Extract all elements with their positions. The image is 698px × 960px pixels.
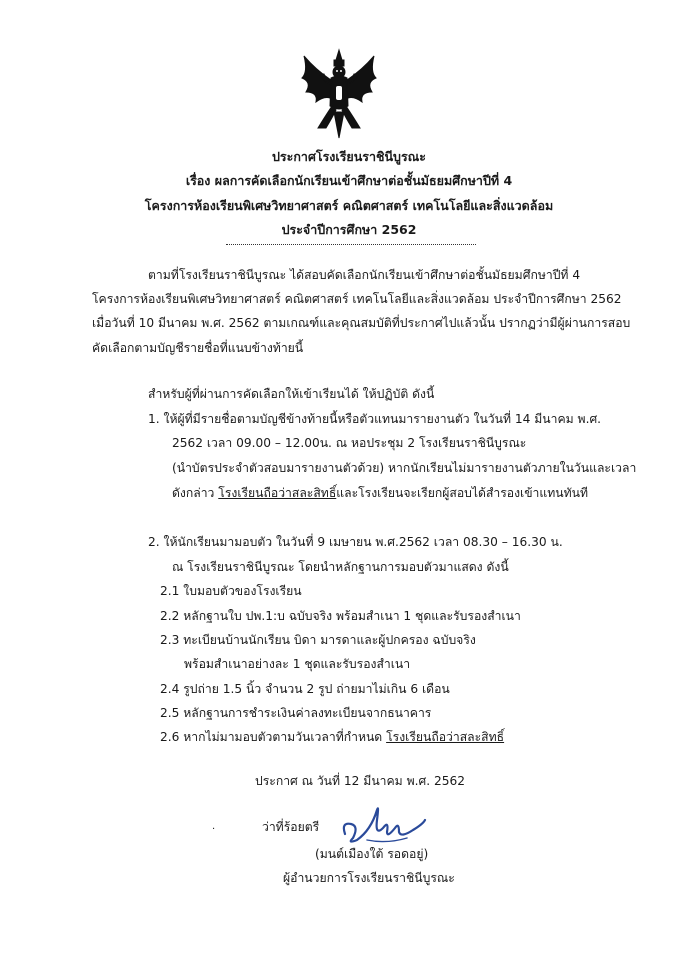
stray-mark: .	[212, 821, 216, 832]
item-2-line-2: ณ โรงเรียนราชินีบูรณะ โดยนำหลักฐานการมอบตัวมาแสดง ดังนี้	[172, 560, 509, 574]
signer-title: ผู้อำนวยการโรงเรียนราชินีบูรณะ	[283, 871, 455, 885]
sub-item-2-6-pre: 2.6 หากไม่มามอบตัวตามวันเวลาที่กำหนด	[160, 730, 387, 744]
intro-line-1: ตามที่โรงเรียนราชินีบูรณะ ได้สอบคัดเลือกนักเรียนเข้าศึกษาต่อชั้นมัธยมศึกษาปีที่ 4	[148, 268, 581, 282]
item-1-line-3: (นำบัตรประจำตัวสอบมารายงานตัวด้วย) หากนักเรียนไม่มารายงานตัวภายในวันและเวลา	[172, 461, 637, 475]
sub-item-2-3: 2.3 ทะเบียนบ้านนักเรียน บิดา มารดาและผู้ปกครอง ฉบับจริง	[160, 633, 476, 647]
item-1-line-1: 1. ให้ผู้ที่มีรายชื่อตามบัญชีข้างท้ายนี้หรือตัวแทนมารายงานตัว ในวันที่ 14 มีนาคม พ.ศ.	[148, 412, 602, 426]
signer-name: (มนต์เมืองใต้ รอดอยู่)	[315, 847, 429, 861]
announcement-title: ประกาศโรงเรียนราชินีบูรณะ	[272, 149, 426, 164]
program-line: โครงการห้องเรียนพิเศษวิทยาศาสตร์ คณิตศาสตร์ เทคโนโลยีและสิ่งแวดล้อม	[144, 198, 554, 213]
sub-item-2-4: 2.4 รูปถ่าย 1.5 นิ้ว จำนวน 2 รูป ถ่ายมาไม่เกิน 6 เดือน	[160, 682, 450, 696]
item-1-line-4	[172, 484, 588, 503]
item-1-line-4-post: และโรงเรียนจะเรียกผู้สอบได้สำรองเข้าแทนทันที	[336, 486, 589, 500]
academic-year-line: ประจำปีการศึกษา 2562	[281, 222, 417, 237]
announce-date: ประกาศ ณ วันที่ 12 มีนาคม พ.ศ. 2562	[255, 774, 465, 788]
intro-line-3: เมื่อวันที่ 10 มีนาคม พ.ศ. 2562 ตามเกณฑ์และคุณสมบัติที่ประกาศไปแล้วนั้น ปรากฏว่ามีผู้ผ่านการสอบ	[92, 316, 631, 330]
garuda-emblem-icon	[298, 48, 380, 140]
sub-item-2-1: 2.1 ใบมอบตัวของโรงเรียน	[160, 584, 302, 598]
dotted-divider	[226, 244, 476, 245]
instructions-intro: สำหรับผู้ที่ผ่านการคัดเลือกให้เข้าเรียนได้ ให้ปฏิบัติ ดังนี้	[148, 387, 435, 401]
item-2-line-1: 2. ให้นักเรียนมามอบตัว ในวันที่ 9 เมษายน พ.ศ.2562 เวลา 08.30 – 16.30 น.	[148, 535, 563, 549]
sub-item-2-5: 2.5 หลักฐานการชำระเงินค่าลงทะเบียนจากธนาคาร	[160, 706, 432, 720]
item-1-line-4-pre: ดังกล่าว	[172, 486, 219, 500]
signature-image	[337, 800, 427, 850]
forfeit-notice-2: โรงเรียนถือว่าสละสิทธิ์	[386, 730, 505, 744]
subject-line: เรื่อง ผลการคัดเลือกนักเรียนเข้าศึกษาต่อชั้นมัธยมศึกษาปีที่ 4	[185, 173, 513, 188]
item-1-line-2: 2562 เวลา 09.00 – 12.00น. ณ หอประชุม 2 โรงเรียนราชินีบูรณะ	[172, 436, 527, 450]
signer-rank: ว่าที่ร้อยตรี	[262, 820, 320, 834]
intro-line-4: คัดเลือกตามบัญชีรายชื่อที่แนบข้างท้ายนี้	[92, 341, 304, 355]
intro-line-2: โครงการห้องเรียนพิเศษวิทยาศาสตร์ คณิตศาสตร์ เทคโนโลยีและสิ่งแวดล้อม ประจำปีการศึกษา 2562	[92, 292, 622, 306]
sub-item-2-6	[160, 728, 504, 747]
sub-item-2-3-cont: พร้อมสำเนาอย่างละ 1 ชุดและรับรองสำเนา	[184, 657, 411, 671]
sub-item-2-2: 2.2 หลักฐานใบ ปพ.1:บ ฉบับจริง พร้อมสำเนา 1 ชุดและรับรองสำเนา	[160, 609, 521, 623]
forfeit-notice: โรงเรียนถือว่าสละสิทธิ์	[218, 486, 337, 500]
